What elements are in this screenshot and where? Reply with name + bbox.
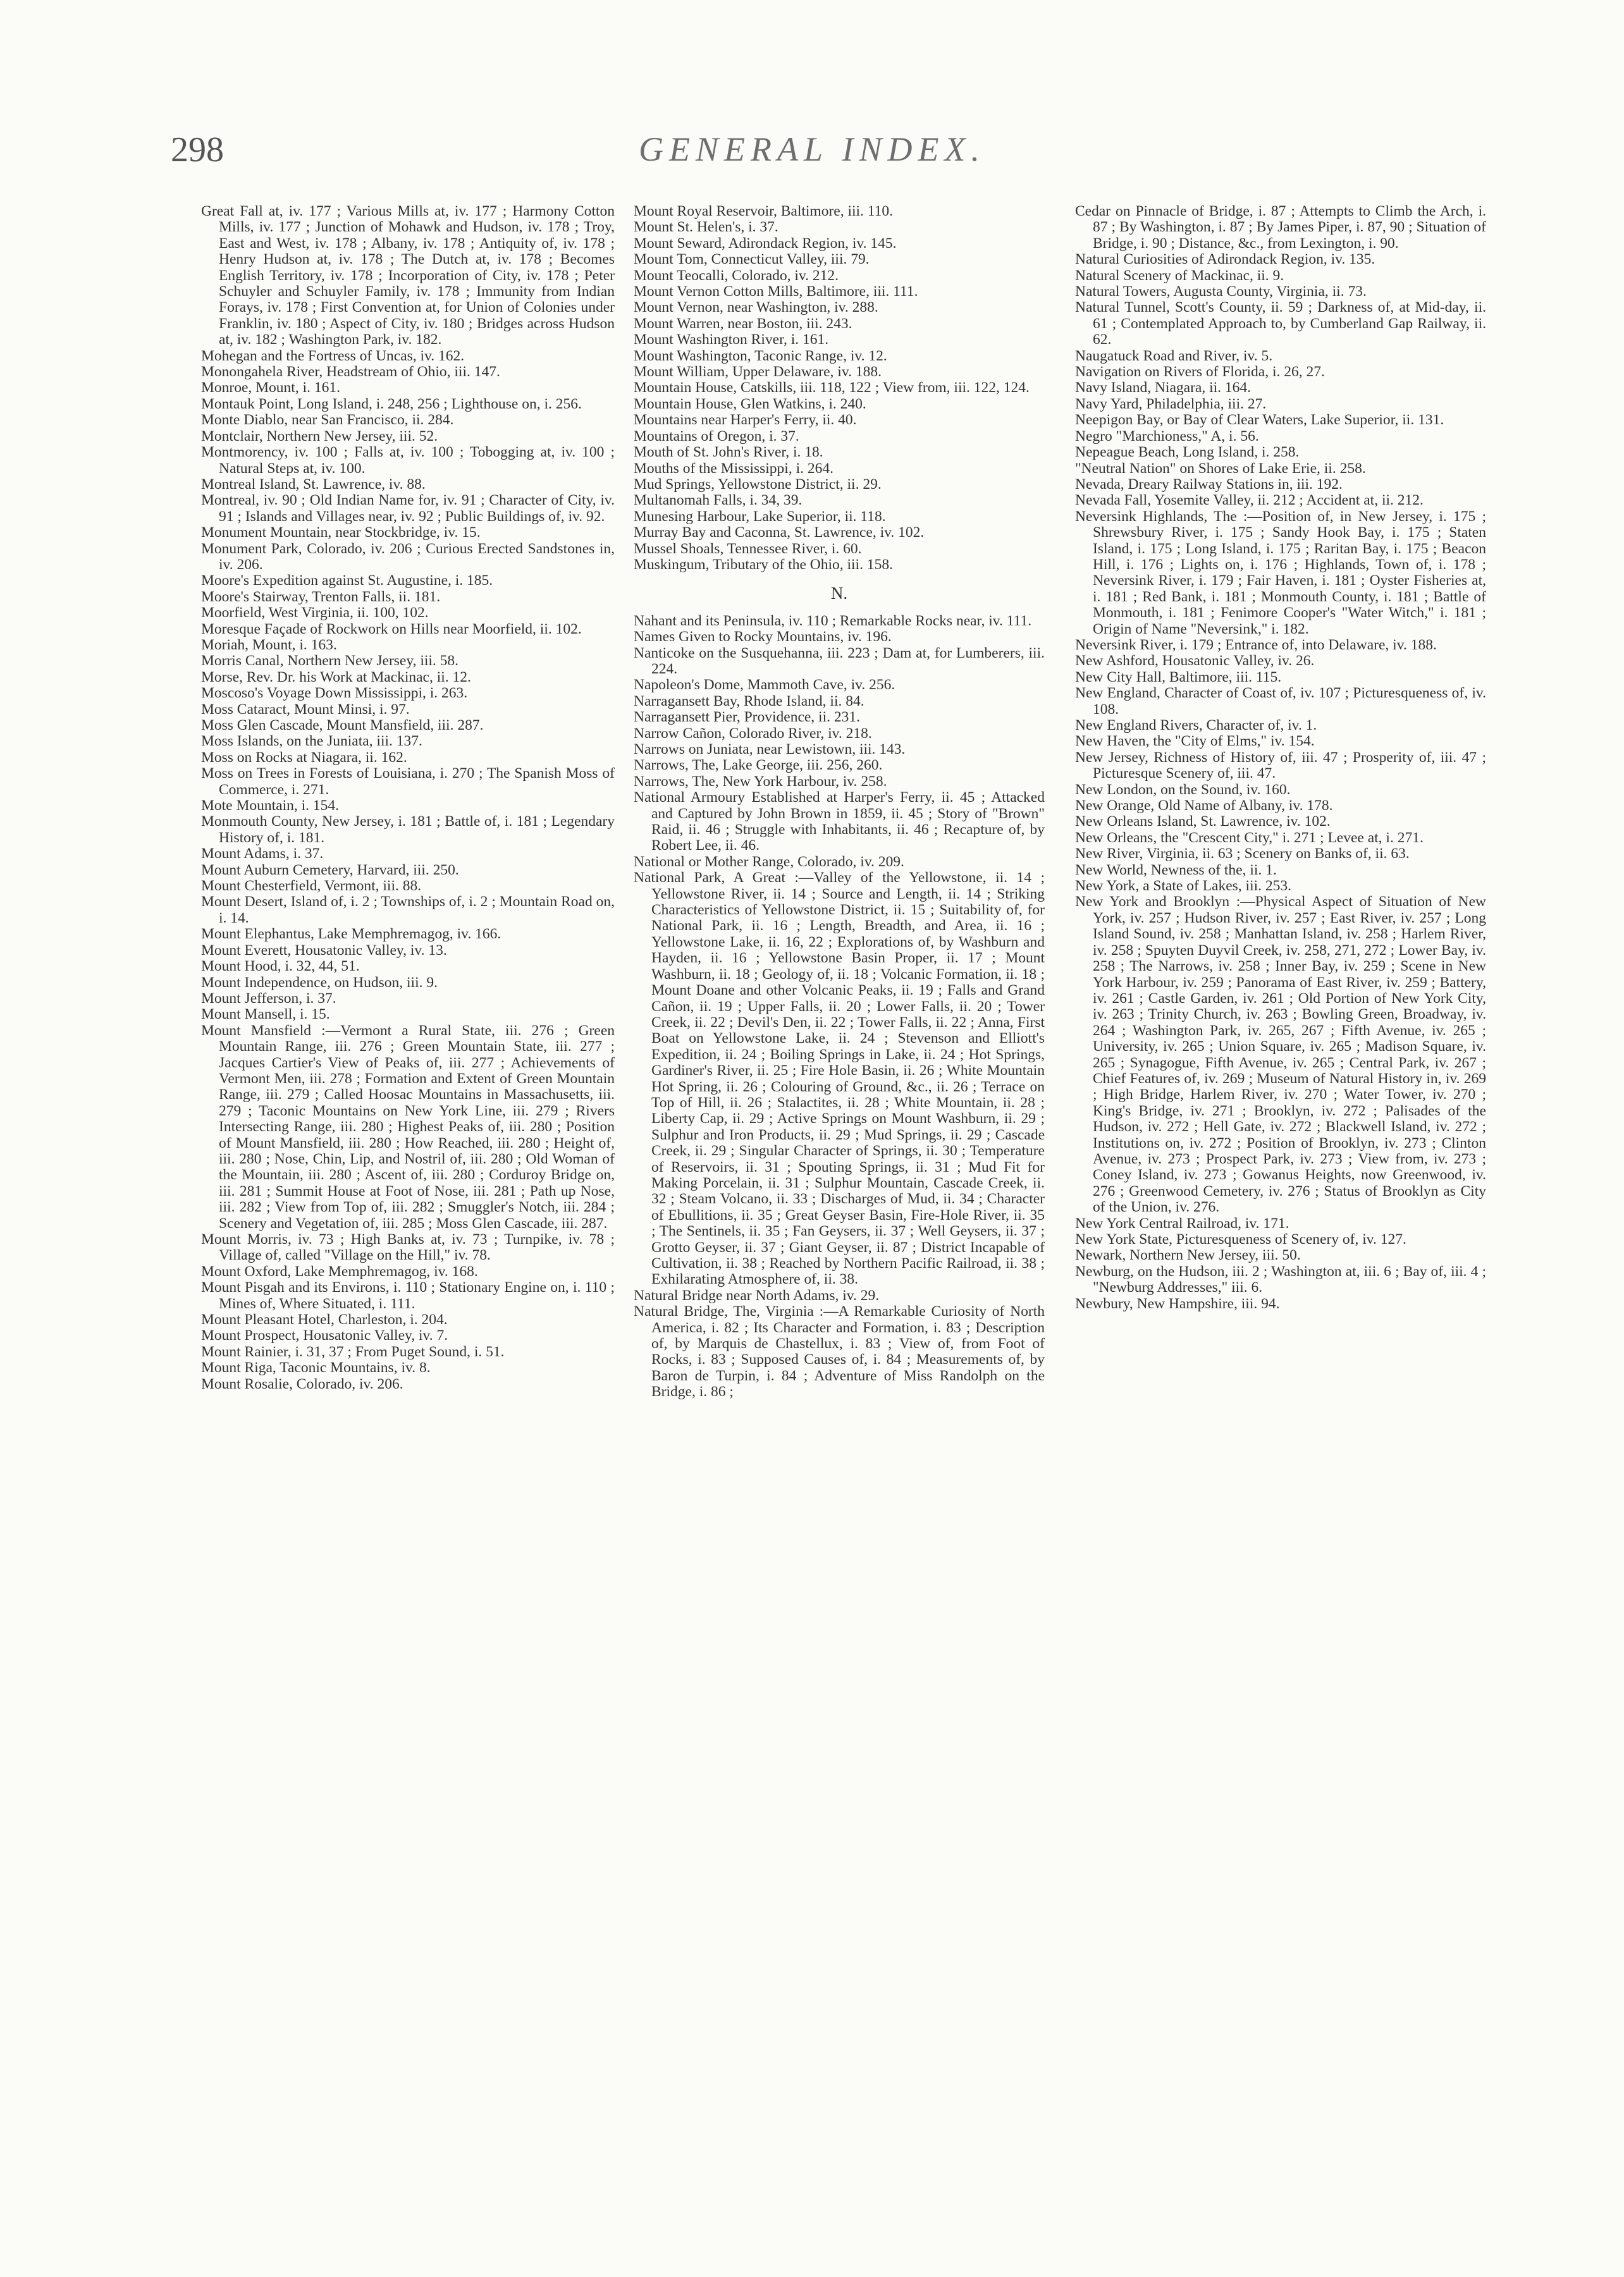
index-entry: Monte Diablo, near San Francisco, ii. 284. xyxy=(201,412,454,429)
index-entry: Mount Independence, on Hudson, iii. 9. xyxy=(201,974,438,991)
index-entry: Nevada Fall, Yosemite Valley, ii. 212 ; Accident at, ii. 212. xyxy=(1075,492,1424,509)
index-entry: Names Given to Rocky Mountains, iv. 196. xyxy=(634,629,892,646)
index-entry: Moss Glen Cascade, Mount Mansfield, iii. 287. xyxy=(201,717,484,733)
index-entry: New England, Character of Coast of, iv. 107 ; Picturesqueness of, iv. 108. xyxy=(1075,685,1486,718)
index-entry: Mount William, Upper Delaware, iv. 188. xyxy=(634,364,882,381)
index-entry: New York, a State of Lakes, iii. 253. xyxy=(1075,878,1292,895)
index-entry: Multanomah Falls, i. 34, 39. xyxy=(634,492,803,509)
index-entry: Natural Scenery of Mackinac, ii. 9. xyxy=(1075,267,1284,284)
index-entry: Nepeague Beach, Long Island, i. 258. xyxy=(1075,444,1300,461)
index-entry: Mountains of Oregon, i. 37. xyxy=(634,427,799,445)
index-entry: Moriah, Mount, i. 163. xyxy=(201,636,337,653)
page-number: 298 xyxy=(171,130,224,169)
index-entry: Mount Pisgah and its Environs, i. 110 ; Stationary Engine on, i. 110 ; Mines of, Where Situated, i. 111. xyxy=(201,1279,615,1312)
index-entry: Mount Prospect, Housatonic Valley, iv. 7. xyxy=(201,1327,448,1344)
index-entry: Mount Mansell, i. 15. xyxy=(201,1006,330,1023)
index-entry: Nahant and its Peninsula, iv. 110 ; Remarkable Rocks near, iv. 111. xyxy=(634,612,1032,629)
index-entry: New Ashford, Housatonic Valley, iv. 26. xyxy=(1075,653,1315,670)
index-entry: Mount Riga, Taconic Mountains, iv. 8. xyxy=(201,1359,431,1377)
index-entry: Napoleon's Dome, Mammoth Cave, iv. 256. xyxy=(634,677,895,694)
index-entry: Mount St. Helen's, i. 37. xyxy=(634,219,778,236)
index-entry: Moore's Stairway, Trenton Falls, ii. 181. xyxy=(201,588,441,605)
index-entry: New Orleans Island, St. Lawrence, iv. 102. xyxy=(1075,813,1331,830)
index-entry: Montauk Point, Long Island, i. 248, 256 ; Lighthouse on, i. 256. xyxy=(201,395,582,412)
index-entry: Navy Yard, Philadelphia, iii. 27. xyxy=(1075,395,1267,412)
index-entry: Montclair, Northern New Jersey, iii. 52. xyxy=(201,427,438,445)
index-entry: Natural Tunnel, Scott's County, ii. 59 ; Darkness of, at Mid-day, ii. 61 ; Contemplated Approach to, by Cumberland Gap Railway, ii. 62. xyxy=(1075,299,1486,348)
index-entry: New Orleans, the "Crescent City," i. 271 ; Levee at, i. 271. xyxy=(1075,829,1424,846)
index-entry: Mountain House, Catskills, iii. 118, 122 ; View from, iii. 122, 124. xyxy=(634,379,1030,396)
index-entry: Monmouth County, New Jersey, i. 181 ; Battle of, i. 181 ; Legendary History of, i. 181. xyxy=(201,813,615,846)
index-entry: Murray Bay and Caconna, St. Lawrence, iv. 102. xyxy=(634,524,925,541)
index-entry: Newark, Northern New Jersey, iii. 50. xyxy=(1075,1247,1301,1264)
index-entry: Moss Islands, on the Juniata, iii. 137. xyxy=(201,733,422,750)
index-entry: New York State, Picturesqueness of Scenery of, iv. 127. xyxy=(1075,1231,1406,1248)
index-entry: National or Mother Range, Colorado, iv. 209. xyxy=(634,853,904,870)
index-entry: Mount Seward, Adirondack Region, iv. 145. xyxy=(634,235,897,252)
index-entry: Mount Warren, near Boston, iii. 243. xyxy=(634,315,852,332)
index-entry: Moore's Expedition against St. Augustine, i. 185. xyxy=(201,572,493,589)
index-entry: New City Hall, Baltimore, iii. 115. xyxy=(1075,668,1282,685)
index-entry: Moss on Trees in Forests of Louisiana, i. 270 ; The Spanish Moss of Commerce, i. 271. xyxy=(201,765,615,798)
index-entry: Montreal, iv. 90 ; Old Indian Name for, iv. 91 ; Character of City, iv. 91 ; Islands and Villages near, iv. 92 ; Public Buildings of, iv. 92. xyxy=(201,492,615,525)
index-entry: Mussel Shoals, Tennessee River, i. 60. xyxy=(634,540,862,557)
index-entry: Narrows, The, New York Harbour, iv. 258. xyxy=(634,773,887,790)
index-entry: Mud Springs, Yellowstone District, ii. 29. xyxy=(634,476,882,493)
index-entry: Moresque Façade of Rockwork on Hills near Moorfield, ii. 102. xyxy=(201,620,582,637)
index-entry: New York and Brooklyn :—Physical Aspect of Situation of New York, iv. 257 ; Hudson River, iv. 257 ; East River, iv. 257 ; Long Island Sound, iv. 258 ; Manhattan Island, iv. 258 ; Harlem River, iv. 258 ; Spuyten Duyvil Creek, iv. 258, 271, 272 ; Lower Bay, iv. 258 ; The Narrows, iv. 258 ; Inner Bay, iv. 259 ; Scene in New York Harbour, iv. 259 ; Panorama of East River, iv. 259 ; Battery, iv. 261 ; Castle Garden, iv. 261 ; Old Portion of New York City, iv. 263 ; Trinity Church, iv. 263 ; Bowling Green, Broadway, iv. 264 ; Washington Park, iv. 265, 267 ; Fifth Avenue, iv. 265 ; University, iv. 265 ; Union Square, iv. 265 ; Madison Square, iv. 265 ; Synagogue, Fifth Avenue, iv. 265 ; Central Park, iv. 267 ; Chief Features of, iv. 269 ; Museum of Natural History in, iv. 269 ; High Bridge, Harlem River, iv. 270 ; Water Tower, iv. 270 ; King's Bridge, iv. 271 ; Brooklyn, iv. 272 ; Palisades of the Hudson, iv. 272 ; Hell Gate, iv. 272 ; Blackwell Island, iv. 272 ; Institutions on, iv. 272 ; Position of Brooklyn, iv. 273 ; Clinton Avenue, iv. 273 ; Prospect Park, iv. 273 ; View from, iv. 273 ; Coney Island, iv. 273 ; Gowanus Heights, now Greenwood, iv. 276 ; Greenwood Cemetery, iv. 276 ; Status of Brooklyn as City of the Union, iv. 276. xyxy=(1075,893,1486,1216)
index-entry: Naugatuck Road and River, iv. 5. xyxy=(1075,347,1273,364)
index-entry: Muskingum, Tributary of the Ohio, iii. 158. xyxy=(634,556,893,573)
index-entry: Mount Teocalli, Colorado, iv. 212. xyxy=(634,267,839,284)
index-entry: Great Fall at, iv. 177 ; Various Mills at, iv. 177 ; Harmony Cotton Mills, iv. 177 ; Junction of Mohawk and Hudson, iv. 178 ; Troy, East and West, iv. 178 ; Albany, iv. 178 ; Antiquity of, iv. 178 ; Henry Hudson at, iv. 178 ; The Dutch at, iv. 178 ; Becomes English Territory, iv. 178 ; Incorporation of City, iv. 178 ; Peter Schuyler and Schuyler Family, iv. 178 ; Immunity from Indian Forays, iv. 178 ; First Convention at, for Union of Colonies under Franklin, iv. 180 ; Aspect of City, iv. 180 ; Bridges across Hudson at, iv. 182 ; Washington Park, iv. 182. xyxy=(201,203,615,348)
index-entry: Mount Rainier, i. 31, 37 ; From Puget Sound, i. 51. xyxy=(201,1343,505,1360)
index-entry: Newbury, New Hampshire, iii. 94. xyxy=(1075,1295,1280,1312)
index-entry: Monroe, Mount, i. 161. xyxy=(201,379,340,396)
index-entry: Nevada, Dreary Railway Stations in, iii. 192. xyxy=(1075,476,1343,493)
index-entry: Mount Jefferson, i. 37. xyxy=(201,990,336,1007)
index-entry: Mount Auburn Cemetery, Harvard, iii. 250. xyxy=(201,861,459,878)
index-entry: Mohegan and the Fortress of Uncas, iv. 162. xyxy=(201,347,465,364)
index-entry: Morris Canal, Northern New Jersey, iii. 58. xyxy=(201,653,459,670)
index-entry: Mount Desert, Island of, i. 2 ; Townships of, i. 2 ; Mountain Road on, i. 14. xyxy=(201,893,615,926)
index-entry: Newburg, on the Hudson, iii. 2 ; Washington at, iii. 6 ; Bay of, iii. 4 ; "Newburg Addresses," iii. 6. xyxy=(1075,1263,1486,1296)
index-entry: Navigation on Rivers of Florida, i. 26, 27. xyxy=(1075,364,1325,381)
index-entry: Narragansett Bay, Rhode Island, ii. 84. xyxy=(634,692,864,709)
index-entry: Nanticoke on the Susquehanna, iii. 223 ; Dam at, for Lumberers, iii. 224. xyxy=(634,644,1045,677)
index-entry: Narrow Cañon, Colorado River, iv. 218. xyxy=(634,725,872,742)
index-entry: Natural Curiosities of Adirondack Region, iv. 135. xyxy=(1075,251,1375,268)
index-entry: Narrows, The, Lake George, iii. 256, 260. xyxy=(634,757,883,774)
index-entry: Montreal Island, St. Lawrence, iv. 88. xyxy=(201,476,426,493)
index-entry: Mount Adams, i. 37. xyxy=(201,845,324,862)
running-head: GENERAL INDEX. xyxy=(639,130,985,168)
index-column-1 xyxy=(201,204,615,1392)
index-entry: Munesing Harbour, Lake Superior, ii. 118. xyxy=(634,508,886,525)
index-entry: Neversink Highlands, The :—Position of, in New Jersey, i. 175 ; Shrewsbury River, i. 175 ; Sandy Hook Bay, i. 175 ; Staten Island, i. 175 ; Long Island, i. 175 ; Raritan Bay, i. 175 ; Beacon Hill, i. 176 ; Lights on, i. 176 ; Highlands, Town of, i. 178 ; Neversink River, i. 179 ; Fair Haven, i. 181 ; Oyster Fisheries at, i. 181 ; Red Bank, i. 181 ; Monmouth County, i. 181 ; Battle of Monmouth, i. 181 ; Fenimore Cooper's "Water Witch," i. 181 ; Origin of Name "Neversink," i. 182. xyxy=(1075,508,1486,637)
index-entry: Mount Elephantus, Lake Memphremagog, iv. 166. xyxy=(201,926,501,943)
index-entry: Mount Washington, Taconic Range, iv. 12. xyxy=(634,347,887,364)
index-entry: Mount Oxford, Lake Memphremagog, iv. 168. xyxy=(201,1263,478,1280)
index-entry: Negro "Marchioness," A, i. 56. xyxy=(1075,427,1259,445)
index-entry: Mount Vernon, near Washington, iv. 288. xyxy=(634,299,878,316)
index-entry: Natural Bridge near North Adams, iv. 29. xyxy=(634,1287,880,1304)
index-entry: Mote Mountain, i. 154. xyxy=(201,797,340,814)
index-entry: Moss on Rocks at Niagara, ii. 162. xyxy=(201,749,407,766)
index-entry: Mouths of the Mississippi, i. 264. xyxy=(634,460,834,477)
index-column-2 xyxy=(634,204,1045,1401)
index-entry: Navy Island, Niagara, ii. 164. xyxy=(1075,379,1252,396)
index-entry: "Neutral Nation" on Shores of Lake Erie, ii. 258. xyxy=(1075,460,1366,477)
index-entry: Mount Rosalie, Colorado, iv. 206. xyxy=(201,1375,403,1392)
index-entry: Mount Mansfield :—Vermont a Rural State, iii. 276 ; Green Mountain Range, iii. 276 ; Green Mountain State, iii. 277 ; Jacques Cartier's View of Peaks of, iii. 277 ; Achievements of Vermont Men, iii. 278 ; Formation and Extent of Green Mountain Range, iii. 279 ; Called Hoosac Mountains in Massachusetts, iii. 279 ; Taconic Mountains on New York Line, iii. 279 ; Rivers Intersecting Range, iii. 280 ; Highest Peaks of, iii. 280 ; Position of Mount Mansfield, iii. 280 ; How Reached, iii. 280 ; Height of, iii. 280 ; Nose, Chin, Lip, and Nostril of, iii. 280 ; Old Woman of the Mountain, iii. 280 ; Ascent of, iii. 280 ; Corduroy Bridge on, iii. 281 ; Summit House at Foot of Nose, iii. 281 ; Path up Nose, iii. 282 ; View from Top of, iii. 282 ; Smuggler's Notch, iii. 284 ; Scenery and Vegetation of, iii. 285 ; Moss Glen Cascade, iii. 287. xyxy=(201,1022,615,1232)
index-entry: Monument Mountain, near Stockbridge, iv. 15. xyxy=(201,524,481,541)
index-entry: Mountain House, Glen Watkins, i. 240. xyxy=(634,395,866,412)
index-entry: New London, on the Sound, iv. 160. xyxy=(1075,781,1291,798)
index-entry: Narragansett Pier, Providence, ii. 231. xyxy=(634,709,860,726)
index-entry: Cedar on Pinnacle of Bridge, i. 87 ; Attempts to Climb the Arch, i. 87 ; By Washington, i. 87 ; By James Piper, i. 87, 90 ; Situation of Bridge, i. 90 ; Distance, &c., from Lexington, i. 90. xyxy=(1075,203,1486,252)
index-entry: Monongahela River, Headstream of Ohio, iii. 147. xyxy=(201,364,500,381)
index-entry: New England Rivers, Character of, iv. 1. xyxy=(1075,717,1317,733)
index-entry: Moscoso's Voyage Down Mississippi, i. 263. xyxy=(201,685,468,702)
index-entry: Mount Chesterfield, Vermont, iii. 88. xyxy=(201,878,422,895)
index-entry: New York Central Railroad, iv. 171. xyxy=(1075,1215,1289,1232)
index-entry: Morse, Rev. Dr. his Work at Mackinac, ii. 12. xyxy=(201,668,471,685)
index-entry: Monument Park, Colorado, iv. 206 ; Curious Erected Sandstones in, iv. 206. xyxy=(201,540,615,573)
index-column-3 xyxy=(1075,204,1486,1312)
index-entry: Moss Cataract, Mount Minsi, i. 97. xyxy=(201,701,410,718)
index-entry: Natural Towers, Augusta County, Virginia, ii. 73. xyxy=(1075,283,1367,300)
index-entry: Mount Washington River, i. 161. xyxy=(634,331,829,348)
index-entry: Mount Pleasant Hotel, Charleston, i. 204. xyxy=(201,1311,448,1329)
index-entry: Natural Bridge, The, Virginia :—A Remarkable Curiosity of North America, i. 82 ; Its Character and Formation, i. 83 ; Description of, by Marquis de Chastellux, i. 83 ; View of, from Foot of Rocks, i. 83 ; Supposed Causes of, i. 84 ; Measurements of, by Baron de Turpin, i. 84 ; Adventure of Miss Randolph on the Bridge, i. 86 ; xyxy=(634,1303,1045,1401)
section-letter-heading: N. xyxy=(830,584,848,603)
index-entry: New Jersey, Richness of History of, iii. 47 ; Prosperity of, iii. 47 ; Picturesque Scenery of, iii. 47. xyxy=(1075,749,1486,782)
index-entry: New Orange, Old Name of Albany, iv. 178. xyxy=(1075,797,1333,814)
index-entry: National Armoury Established at Harper's Ferry, ii. 45 ; Attacked and Captured by John Brown in 1859, ii. 45 ; Story of "Brown" Raid, ii. 46 ; Struggle with Inhabitants, ii. 46 ; Recapture of, by Robert Lee, ii. 46. xyxy=(634,789,1045,854)
index-entry: Mount Hood, i. 32, 44, 51. xyxy=(201,958,360,975)
index-entry: Montmorency, iv. 100 ; Falls at, iv. 100 ; Tobogging at, iv. 100 ; Natural Steps at, iv. 100. xyxy=(201,444,615,477)
column-2-entries-n xyxy=(634,613,1045,1401)
index-entry: New World, Newness of the, ii. 1. xyxy=(1075,861,1277,878)
index-entry: Mount Everett, Housatonic Valley, iv. 13. xyxy=(201,942,447,959)
index-entry: National Park, A Great :—Valley of the Yellowstone, ii. 14 ; Yellowstone River, ii. 14 ; Source and Length, ii. 14 ; Striking Characteristics of Yellowstone District, ii. 15 ; Suitability of, for National Park, ii. 16 ; Length, Breadth, and Area, ii. 16 ; Yellowstone Lake, ii. 16, 22 ; Explorations of, by Washburn and Hayden, ii. 16 ; Yellowstone Basin Proper, ii. 17 ; Mount Washburn, ii. 18 ; Geology of, ii. 18 ; Volcanic Formation, ii. 18 ; Mount Doane and other Volcanic Peaks, ii. 19 ; Falls and Grand Cañon, ii. 19 ; Upper Falls, ii. 20 ; Lower Falls, ii. 20 ; Tower Creek, ii. 22 ; Devil's Den, ii. 22 ; Tower Falls, ii. 22 ; Anna, First Boat on Yellowstone Lake, ii. 24 ; Stevenson and Elliott's Expedition, ii. 24 ; Boiling Springs in Lake, ii. 24 ; Hot Springs, Gardiner's River, ii. 25 ; Fire Hole Basin, ii. 26 ; White Mountain Hot Spring, ii. 26 ; Colouring of Ground, &c., ii. 26 ; Terrace on Top of Hill, ii. 26 ; Stalactites, ii. 28 ; White Mountain, ii. 28 ; Liberty Cap, ii. 29 ; Active Springs on Mount Washburn, ii. 29 ; Sulphur and Iron Products, ii. 29 ; Mud Springs, ii. 29 ; Cascade Creek, ii. 29 ; Singular Character of Springs, ii. 30 ; Temperature of Reservoirs, ii. 31 ; Spouting Springs, ii. 31 ; Mud Fit for Making Porcelain, ii. 31 ; Sulphur Mountain, Cascade Creek, ii. 32 ; Steam Volcano, ii. 33 ; Discharges of Mud, ii. 34 ; Character of Ebullitions, ii. 35 ; Great Geyser Basin, Fire-Hole River, ii. 35 ; The Sentinels, ii. 35 ; Fan Geysers, ii. 37 ; Well Geysers, ii. 37 ; Grotto Geyser, ii. 37 ; Giant Geyser, ii. 87 ; District Incapable of Cultivation, ii. 38 ; Reached by Northern Pacific Railroad, ii. 38 ; Exhilarating Atmosphere of, ii. 38. xyxy=(634,869,1045,1288)
index-entry: Mountains near Harper's Ferry, ii. 40. xyxy=(634,412,857,429)
index-entry: Neepigon Bay, or Bay of Clear Waters, Lake Superior, ii. 131. xyxy=(1075,412,1444,429)
index-entry: Mouth of St. John's River, i. 18. xyxy=(634,444,823,461)
index-entry: Neversink River, i. 179 ; Entrance of, into Delaware, iv. 188. xyxy=(1075,636,1437,653)
index-entry: Mount Morris, iv. 73 ; High Banks at, iv. 73 ; Turnpike, iv. 78 ; Village of, called "Village on the Hill," iv. 78. xyxy=(201,1231,615,1264)
index-entry: Mount Vernon Cotton Mills, Baltimore, iii. 111. xyxy=(634,283,918,300)
column-2-entries-m xyxy=(634,204,1045,573)
index-entry: New Haven, the "City of Elms," iv. 154. xyxy=(1075,733,1315,750)
index-entry: New River, Virginia, ii. 63 ; Scenery on Banks of, ii. 63. xyxy=(1075,845,1410,862)
index-entry: Moorfield, West Virginia, ii. 100, 102. xyxy=(201,605,429,622)
index-entry: Mount Royal Reservoir, Baltimore, iii. 110. xyxy=(634,203,894,219)
index-entry: Narrows on Juniata, near Lewistown, iii. 143. xyxy=(634,741,906,758)
index-entry: Mount Tom, Connecticut Valley, iii. 79. xyxy=(634,251,870,268)
